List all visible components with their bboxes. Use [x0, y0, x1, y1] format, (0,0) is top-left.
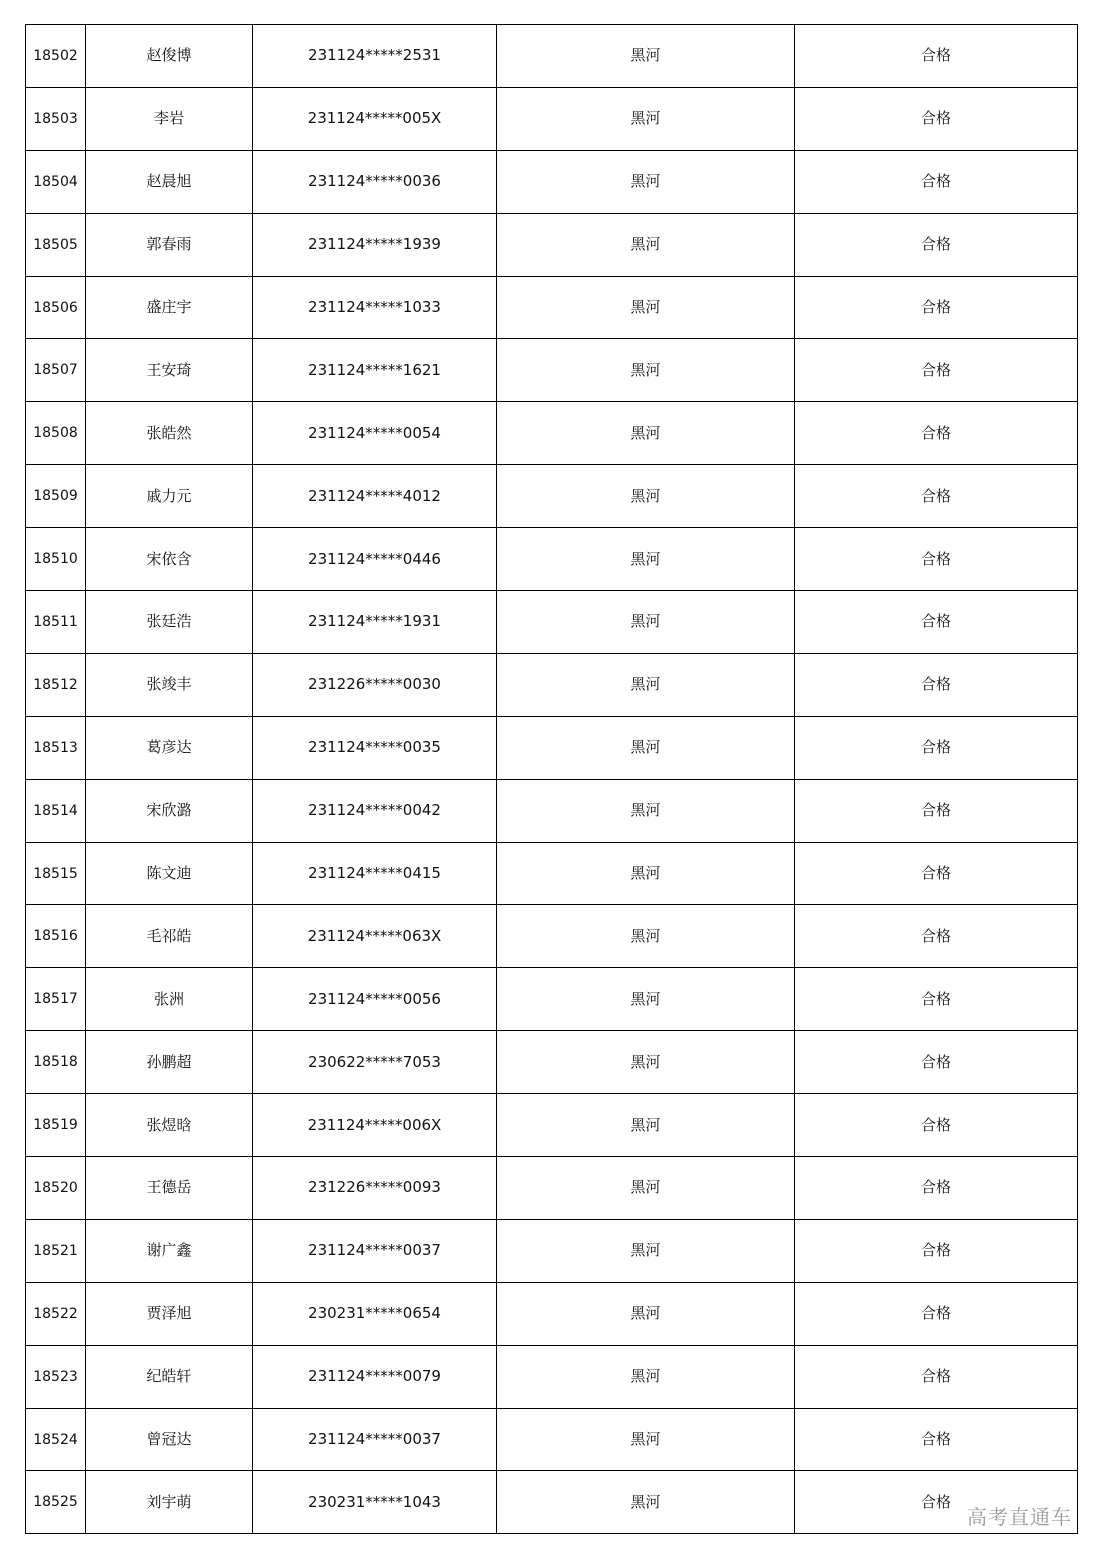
table-row	[26, 1031, 1078, 1094]
id-number-cell: 231226*****0093	[253, 1157, 497, 1220]
name-cell: 葛彦达	[86, 716, 253, 779]
table-row	[26, 339, 1078, 402]
table-row	[26, 1094, 1078, 1157]
table-row	[26, 276, 1078, 339]
region-cell: 黑河	[497, 402, 795, 465]
id-number-cell: 231124*****0079	[253, 1345, 497, 1408]
table-row	[26, 968, 1078, 1031]
name-cell: 王德岳	[86, 1157, 253, 1220]
id-number-cell: 231124*****0056	[253, 968, 497, 1031]
id-number-cell: 231124*****006X	[253, 1094, 497, 1157]
id-number-cell: 231124*****4012	[253, 465, 497, 528]
region-cell: 黑河	[497, 1031, 795, 1094]
table-row	[26, 1471, 1078, 1534]
name-cell: 张煜晗	[86, 1094, 253, 1157]
result-cell: 合格	[795, 1408, 1078, 1471]
table-row	[26, 1408, 1078, 1471]
name-cell: 谢广鑫	[86, 1219, 253, 1282]
name-cell: 宋欣潞	[86, 779, 253, 842]
row-number-cell: 18509	[26, 465, 86, 528]
table-row	[26, 213, 1078, 276]
region-cell: 黑河	[497, 1345, 795, 1408]
id-number-cell: 231124*****1033	[253, 276, 497, 339]
row-number-cell: 18522	[26, 1282, 86, 1345]
id-number-cell: 231124*****0036	[253, 150, 497, 213]
result-cell: 合格	[795, 968, 1078, 1031]
id-number-cell: 231124*****2531	[253, 25, 497, 88]
row-number-cell: 18524	[26, 1408, 86, 1471]
name-cell: 张竣丰	[86, 653, 253, 716]
region-cell: 黑河	[497, 716, 795, 779]
result-cell: 合格	[795, 87, 1078, 150]
result-cell: 合格	[795, 1094, 1078, 1157]
result-cell: 合格	[795, 150, 1078, 213]
row-number-cell: 18520	[26, 1157, 86, 1220]
id-number-cell: 230231*****1043	[253, 1471, 497, 1534]
region-cell: 黑河	[497, 465, 795, 528]
result-cell: 合格	[795, 25, 1078, 88]
result-cell: 合格	[795, 1031, 1078, 1094]
row-number-cell: 18506	[26, 276, 86, 339]
result-cell: 合格	[795, 213, 1078, 276]
result-cell: 合格	[795, 465, 1078, 528]
region-cell: 黑河	[497, 968, 795, 1031]
id-number-cell: 230231*****0654	[253, 1282, 497, 1345]
name-cell: 张廷浩	[86, 591, 253, 654]
id-number-cell: 230622*****7053	[253, 1031, 497, 1094]
id-number-cell: 231124*****1621	[253, 339, 497, 402]
result-cell: 合格	[795, 276, 1078, 339]
id-number-cell: 231124*****1939	[253, 213, 497, 276]
name-cell: 毛祁皓	[86, 905, 253, 968]
table-body	[26, 25, 1078, 1534]
result-cell: 合格	[795, 591, 1078, 654]
result-cell: 合格	[795, 779, 1078, 842]
name-cell: 宋依含	[86, 528, 253, 591]
name-cell: 曾冠达	[86, 1408, 253, 1471]
row-number-cell: 18523	[26, 1345, 86, 1408]
region-cell: 黑河	[497, 1157, 795, 1220]
region-cell: 黑河	[497, 339, 795, 402]
row-number-cell: 18517	[26, 968, 86, 1031]
table-row	[26, 1345, 1078, 1408]
result-cell: 合格	[795, 1345, 1078, 1408]
row-number-cell: 18502	[26, 25, 86, 88]
id-number-cell: 231124*****0042	[253, 779, 497, 842]
row-number-cell: 18519	[26, 1094, 86, 1157]
result-cell: 合格	[795, 905, 1078, 968]
name-cell: 戚力元	[86, 465, 253, 528]
row-number-cell: 18525	[26, 1471, 86, 1534]
region-cell: 黑河	[497, 1471, 795, 1534]
result-cell: 合格	[795, 716, 1078, 779]
table-row	[26, 402, 1078, 465]
id-number-cell: 231124*****0446	[253, 528, 497, 591]
region-cell: 黑河	[497, 25, 795, 88]
name-cell: 郭春雨	[86, 213, 253, 276]
row-number-cell: 18508	[26, 402, 86, 465]
results-table	[25, 24, 1078, 1534]
name-cell: 张皓然	[86, 402, 253, 465]
id-number-cell: 231124*****0415	[253, 842, 497, 905]
row-number-cell: 18503	[26, 87, 86, 150]
result-cell: 合格	[795, 528, 1078, 591]
id-number-cell: 231124*****0054	[253, 402, 497, 465]
result-cell: 合格	[795, 339, 1078, 402]
row-number-cell: 18505	[26, 213, 86, 276]
table-row	[26, 716, 1078, 779]
table-row	[26, 87, 1078, 150]
region-cell: 黑河	[497, 1408, 795, 1471]
result-cell: 合格	[795, 653, 1078, 716]
row-number-cell: 18514	[26, 779, 86, 842]
row-number-cell: 18512	[26, 653, 86, 716]
row-number-cell: 18510	[26, 528, 86, 591]
row-number-cell: 18518	[26, 1031, 86, 1094]
region-cell: 黑河	[497, 653, 795, 716]
id-number-cell: 231124*****0037	[253, 1219, 497, 1282]
id-number-cell: 231124*****005X	[253, 87, 497, 150]
id-number-cell: 231124*****0037	[253, 1408, 497, 1471]
id-number-cell: 231124*****063X	[253, 905, 497, 968]
id-number-cell: 231124*****0035	[253, 716, 497, 779]
table-row	[26, 1282, 1078, 1345]
region-cell: 黑河	[497, 87, 795, 150]
name-cell: 张洲	[86, 968, 253, 1031]
row-number-cell: 18515	[26, 842, 86, 905]
name-cell: 陈文迪	[86, 842, 253, 905]
name-cell: 贾泽旭	[86, 1282, 253, 1345]
name-cell: 王安琦	[86, 339, 253, 402]
row-number-cell: 18521	[26, 1219, 86, 1282]
region-cell: 黑河	[497, 1282, 795, 1345]
id-number-cell: 231124*****1931	[253, 591, 497, 654]
row-number-cell: 18511	[26, 591, 86, 654]
row-number-cell: 18507	[26, 339, 86, 402]
result-cell: 合格	[795, 1219, 1078, 1282]
region-cell: 黑河	[497, 779, 795, 842]
name-cell: 李岩	[86, 87, 253, 150]
result-cell: 合格	[795, 1282, 1078, 1345]
watermark-text: 高考直通车	[967, 1505, 1072, 1529]
table-row	[26, 779, 1078, 842]
name-cell: 纪皓轩	[86, 1345, 253, 1408]
region-cell: 黑河	[497, 905, 795, 968]
name-cell: 赵俊博	[86, 25, 253, 88]
row-number-cell: 18504	[26, 150, 86, 213]
table-row	[26, 1219, 1078, 1282]
region-cell: 黑河	[497, 842, 795, 905]
id-number-cell: 231226*****0030	[253, 653, 497, 716]
table-row	[26, 25, 1078, 88]
region-cell: 黑河	[497, 591, 795, 654]
region-cell: 黑河	[497, 1094, 795, 1157]
name-cell: 赵晨旭	[86, 150, 253, 213]
table-row	[26, 905, 1078, 968]
region-cell: 黑河	[497, 528, 795, 591]
result-cell: 合格	[795, 1471, 1078, 1534]
region-cell: 黑河	[497, 213, 795, 276]
row-number-cell: 18513	[26, 716, 86, 779]
name-cell: 孙鹏超	[86, 1031, 253, 1094]
result-cell: 合格	[795, 402, 1078, 465]
table-row	[26, 150, 1078, 213]
name-cell: 盛庄宇	[86, 276, 253, 339]
region-cell: 黑河	[497, 150, 795, 213]
table-row	[26, 528, 1078, 591]
result-cell: 合格	[795, 842, 1078, 905]
table-row	[26, 842, 1078, 905]
table-row	[26, 1157, 1078, 1220]
region-cell: 黑河	[497, 276, 795, 339]
region-cell: 黑河	[497, 1219, 795, 1282]
table-row	[26, 653, 1078, 716]
table-row	[26, 591, 1078, 654]
row-number-cell: 18516	[26, 905, 86, 968]
name-cell: 刘宇萌	[86, 1471, 253, 1534]
result-cell: 合格	[795, 1157, 1078, 1220]
table-row	[26, 465, 1078, 528]
